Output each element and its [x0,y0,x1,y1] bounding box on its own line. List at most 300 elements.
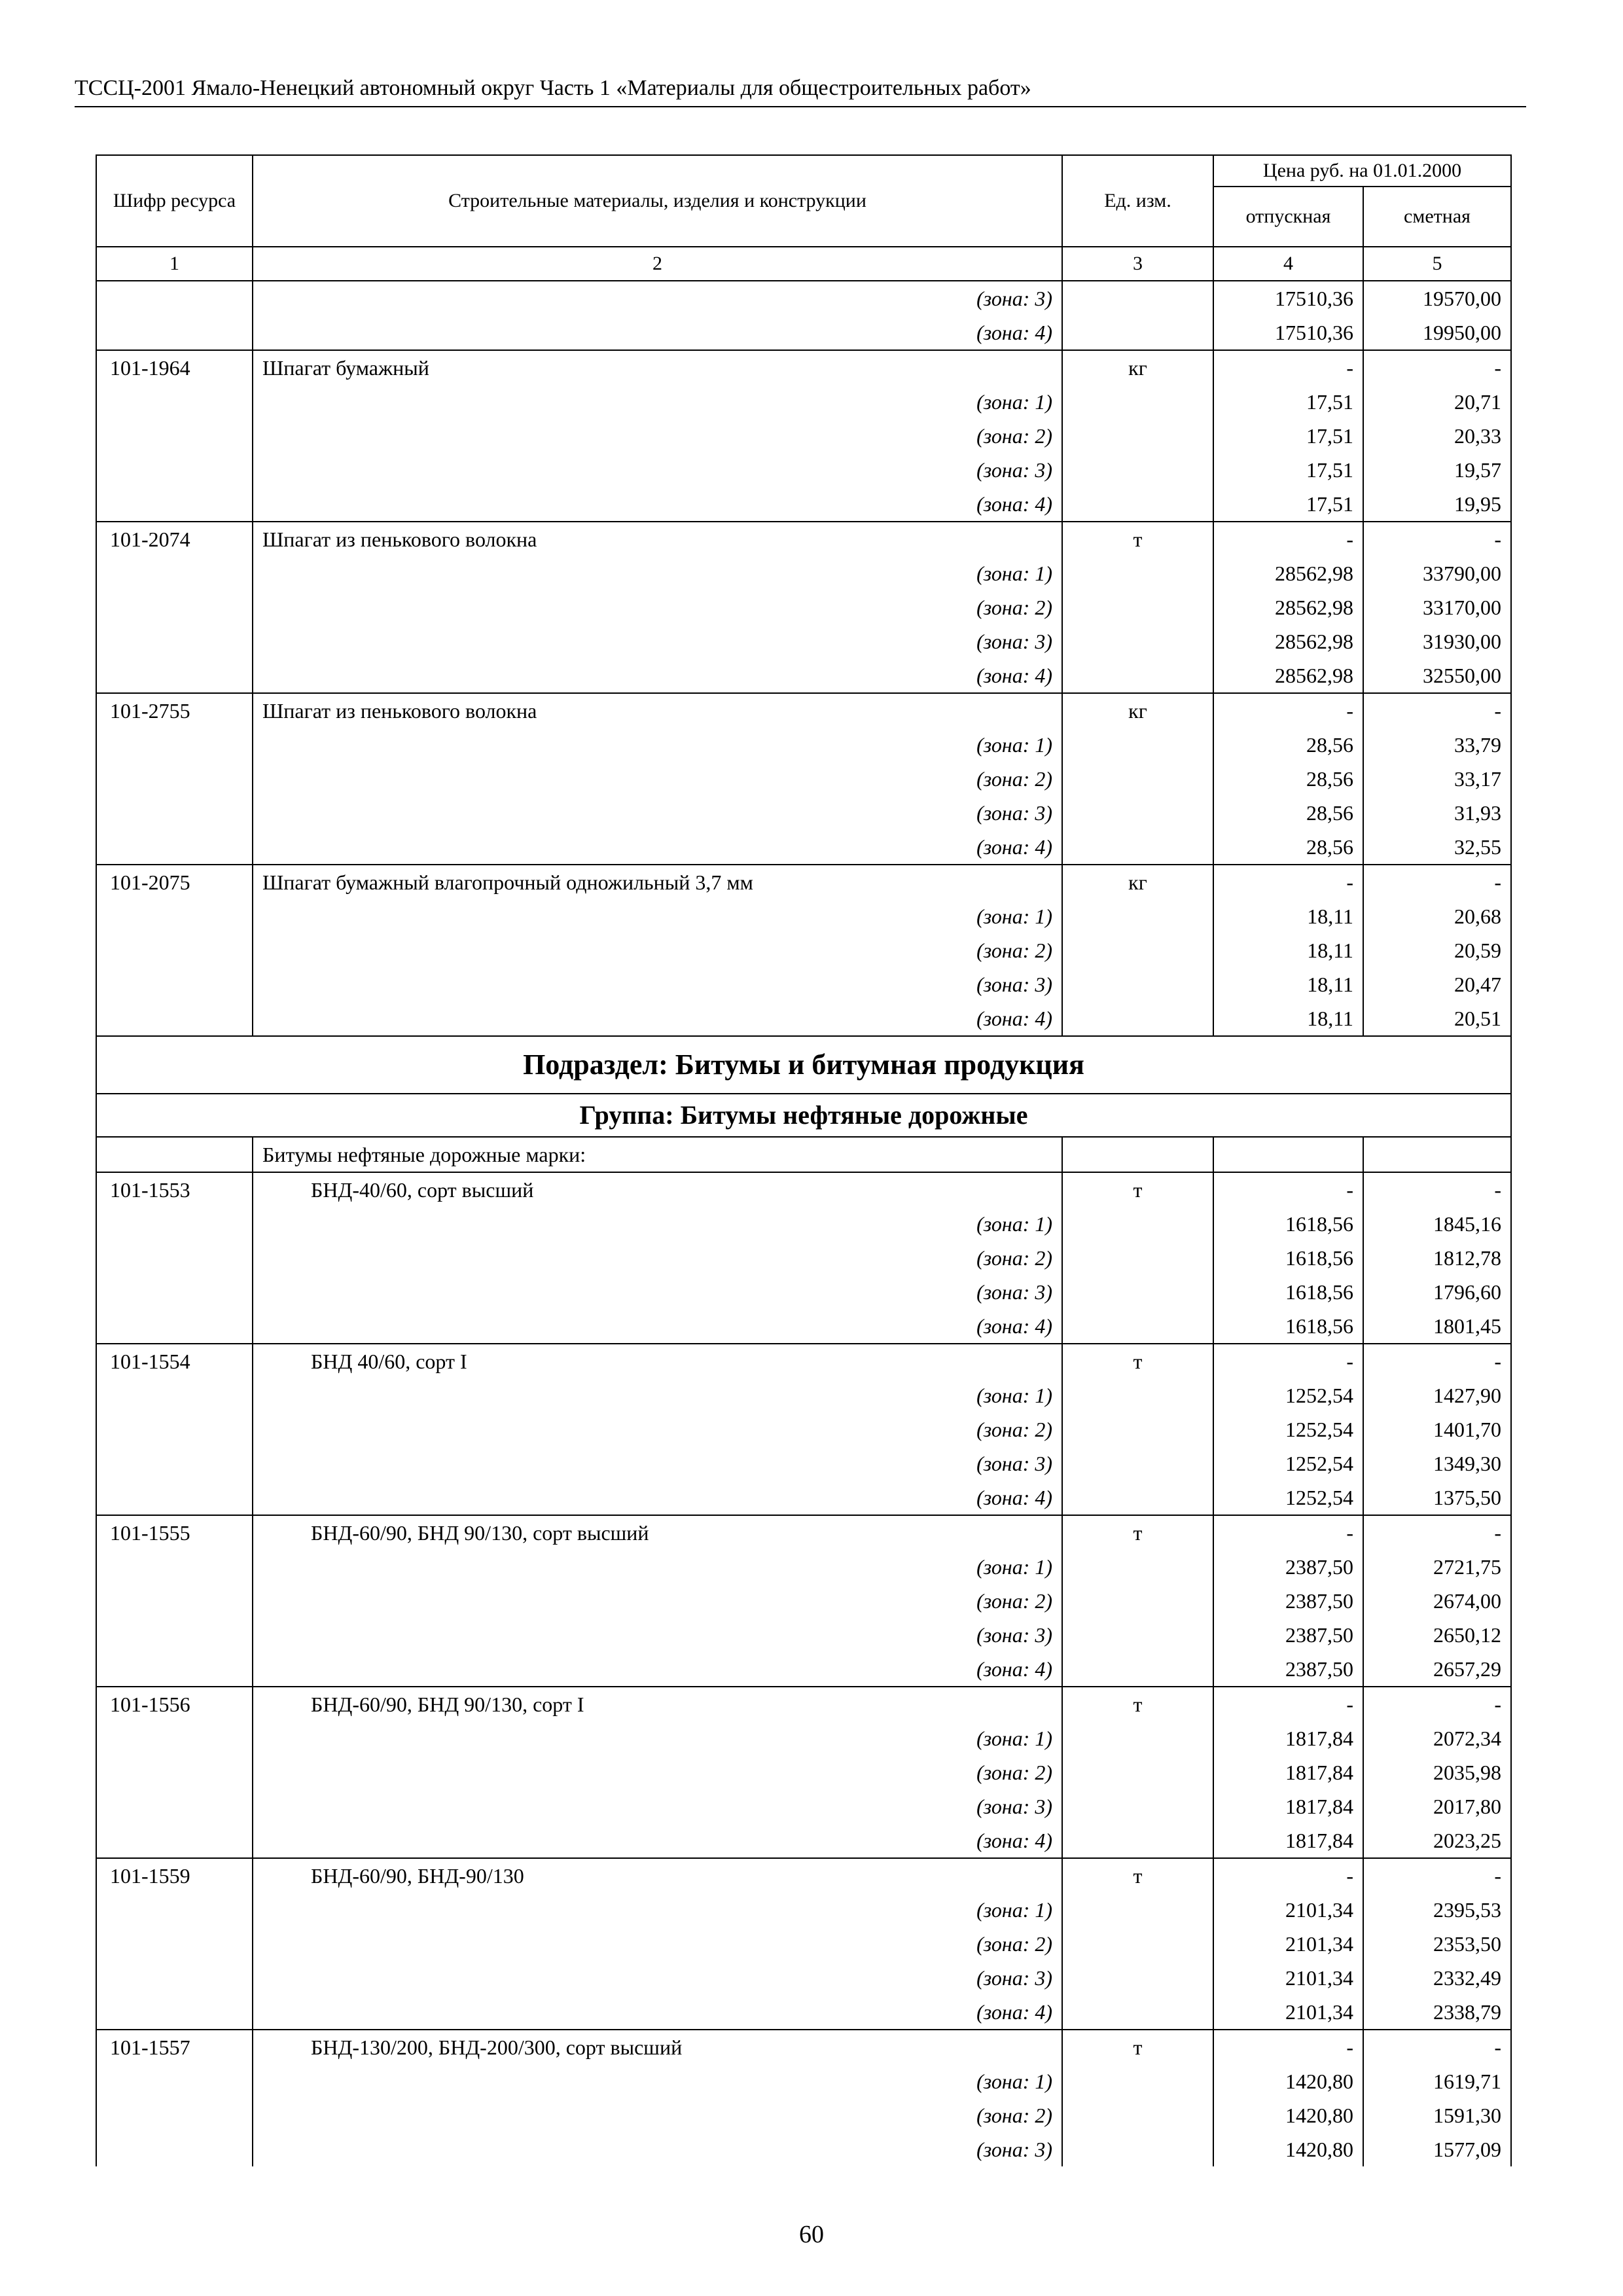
release-price: 1618,56 [1213,1241,1363,1275]
estimate-price: 20,68 [1363,899,1511,933]
column-number: 5 [1363,247,1511,281]
estimate-price: - [1363,1687,1511,1721]
group-intro-row [96,1137,1511,1172]
release-price: - [1213,2030,1363,2064]
release-price: 28562,98 [1213,556,1363,590]
estimate-price: 2650,12 [1363,1618,1511,1652]
unit-cell [1062,1378,1213,1412]
resource-code [96,762,253,796]
resource-code [96,1001,253,1036]
unit-cell [1062,1823,1213,1858]
resource-code [96,1995,253,2030]
resource-code [96,590,253,624]
zone-row [96,1823,1511,1858]
estimate-price: - [1363,1344,1511,1378]
release-price: 17510,36 [1213,315,1363,350]
estimate-price: - [1363,1515,1511,1550]
estimate-price: 2338,79 [1363,1995,1511,2030]
table-row [96,522,1511,556]
release-price: 2387,50 [1213,1550,1363,1584]
estimate-price: 2332,49 [1363,1961,1511,1995]
unit-cell: т [1062,1515,1213,1550]
unit-cell [1062,2132,1213,2166]
release-price: 28562,98 [1213,658,1363,693]
release-price: 1252,54 [1213,1446,1363,1480]
zone-row [96,899,1511,933]
estimate-price: 33170,00 [1363,590,1511,624]
resource-code [96,315,253,350]
estimate-price: 1401,70 [1363,1412,1511,1446]
estimate-price: 2721,75 [1363,1550,1511,1584]
table-row [96,1515,1511,1550]
unit-cell [1062,1446,1213,1480]
unit-cell [1062,624,1213,658]
material-name: БНД-40/60, сорт высший [253,1172,1062,1207]
zone-row [96,453,1511,487]
zone-label: (зона: 1) [253,728,1062,762]
estimate-price: 19,95 [1363,487,1511,522]
unit-cell [1062,556,1213,590]
resource-code: 101-1553 [96,1172,253,1207]
release-price: 28,56 [1213,728,1363,762]
zone-label: (зона: 3) [253,453,1062,487]
zone-label: (зона: 4) [253,1480,1062,1515]
unit-cell [1062,1412,1213,1446]
estimate-price: 31930,00 [1363,624,1511,658]
zone-label: (зона: 3) [253,2132,1062,2166]
resource-code [96,419,253,453]
resource-code [96,728,253,762]
unit-cell [1062,1001,1213,1036]
table-row [96,1344,1511,1378]
release-price: 28562,98 [1213,590,1363,624]
material-name: Шпагат из пенькового волокна [253,693,1062,728]
zone-label: (зона: 4) [253,315,1062,350]
zone-label: (зона: 3) [253,281,1062,315]
zone-row [96,1721,1511,1755]
unit-cell [1062,1789,1213,1823]
unit-cell [1062,590,1213,624]
estimate-price: 20,33 [1363,419,1511,453]
estimate-price: - [1363,2030,1511,2064]
estimate-price: 2023,25 [1363,1823,1511,1858]
resource-code: 101-1554 [96,1344,253,1378]
release-price: 1252,54 [1213,1412,1363,1446]
zone-row [96,419,1511,453]
zone-row [96,1446,1511,1480]
estimate-price: - [1363,522,1511,556]
zone-label: (зона: 2) [253,1241,1062,1275]
estimate-price: 1577,09 [1363,2132,1511,2166]
resource-code [96,1241,253,1275]
material-name: БНД-60/90, БНД-90/130 [253,1858,1062,1893]
column-number: 2 [253,247,1062,281]
zone-row [96,385,1511,419]
zone-row [96,967,1511,1001]
resource-code [96,487,253,522]
zone-label: (зона: 2) [253,1927,1062,1961]
release-price: - [1213,865,1363,899]
zone-label: (зона: 2) [253,2098,1062,2132]
zone-row [96,1378,1511,1412]
table-row [96,1172,1511,1207]
estimate-price: 19950,00 [1363,315,1511,350]
unit-cell [1062,1961,1213,1995]
unit-cell: кг [1062,865,1213,899]
zone-label: (зона: 4) [253,1823,1062,1858]
release-price: 1420,80 [1213,2132,1363,2166]
unit-cell [1062,2064,1213,2098]
zone-row [96,590,1511,624]
unit-cell: кг [1062,350,1213,385]
zone-label: (зона: 4) [253,487,1062,522]
unit-cell [1062,385,1213,419]
release-price: 28,56 [1213,762,1363,796]
resource-code [96,556,253,590]
estimate-price: 20,47 [1363,967,1511,1001]
zone-row [96,1961,1511,1995]
zone-label: (зона: 1) [253,556,1062,590]
zone-label: (зона: 4) [253,1652,1062,1687]
estimate-price: 1349,30 [1363,1446,1511,1480]
unit-cell: т [1062,1687,1213,1721]
estimate-price: 2674,00 [1363,1584,1511,1618]
zone-row [96,624,1511,658]
zone-label: (зона: 3) [253,1275,1062,1309]
unit-cell [1062,728,1213,762]
zone-label: (зона: 1) [253,385,1062,419]
zone-label: (зона: 2) [253,1584,1062,1618]
resource-code [96,2132,253,2166]
unit-cell [1062,453,1213,487]
release-price: 2387,50 [1213,1652,1363,1687]
estimate-price: 32,55 [1363,830,1511,865]
zone-row [96,1241,1511,1275]
release-price: 28,56 [1213,796,1363,830]
zone-row [96,1480,1511,1515]
resource-code [96,933,253,967]
group-intro-text: Битумы нефтяные дорожные марки: [253,1137,1062,1172]
resource-code [96,967,253,1001]
zone-row [96,658,1511,693]
estimate-price: 20,71 [1363,385,1511,419]
unit-cell [1062,2098,1213,2132]
unit-cell [1062,967,1213,1001]
column-number: 1 [96,247,253,281]
unit-cell [1062,419,1213,453]
zone-label: (зона: 3) [253,1618,1062,1652]
zone-label: (зона: 2) [253,1755,1062,1789]
release-price: - [1213,522,1363,556]
resource-code [96,624,253,658]
unit-cell [1062,1755,1213,1789]
zone-row [96,1789,1511,1823]
release-price: 17,51 [1213,419,1363,453]
unit-cell [1062,1207,1213,1241]
resource-code [96,1412,253,1446]
estimate-price: 2657,29 [1363,1652,1511,1687]
zone-row [96,2132,1511,2166]
header-release: отпускная [1213,187,1363,247]
resource-code [96,2098,253,2132]
unit-cell [1062,315,1213,350]
resource-code [96,1789,253,1823]
group-heading: Группа: Битумы нефтяные дорожные [96,1094,1511,1137]
unit-cell [1062,830,1213,865]
release-price: 1817,84 [1213,1755,1363,1789]
zone-label: (зона: 4) [253,658,1062,693]
zone-label: (зона: 4) [253,1309,1062,1344]
release-price: 2387,50 [1213,1618,1363,1652]
estimate-price: 1375,50 [1363,1480,1511,1515]
zone-label: (зона: 4) [253,830,1062,865]
unit-cell [1062,1275,1213,1309]
estimate-price: 1796,60 [1363,1275,1511,1309]
zone-row [96,1618,1511,1652]
release-price: - [1213,350,1363,385]
zone-row [96,1893,1511,1927]
table-row [96,350,1511,385]
header-price: Цена руб. на 01.01.2000 [1213,155,1511,187]
zone-label: (зона: 1) [253,1721,1062,1755]
release-price: 2101,34 [1213,1927,1363,1961]
table-row [96,693,1511,728]
zone-label: (зона: 3) [253,1446,1062,1480]
zone-label: (зона: 4) [253,1001,1062,1036]
estimate-price: 2017,80 [1363,1789,1511,1823]
unit-cell: т [1062,522,1213,556]
resource-code: 101-2074 [96,522,253,556]
resource-code: 101-2755 [96,693,253,728]
unit-cell [1062,1893,1213,1927]
resource-code [96,830,253,865]
material-name: БНД-60/90, БНД 90/130, сорт высший [253,1515,1062,1550]
unit-cell [1062,899,1213,933]
release-price: 2101,34 [1213,1893,1363,1927]
zone-row [96,1995,1511,2030]
release-price: - [1213,1515,1363,1550]
estimate-price: 31,93 [1363,796,1511,830]
zone-row [96,728,1511,762]
unit-cell: т [1062,1172,1213,1207]
resource-code [96,1137,253,1172]
unit-cell [1062,1137,1213,1172]
zone-row [96,762,1511,796]
unit-cell [1062,762,1213,796]
page-number: 60 [799,2221,824,2248]
unit-cell [1062,1309,1213,1344]
unit-cell [1062,1721,1213,1755]
zone-label: (зона: 4) [253,1995,1062,2030]
release-price: 1420,80 [1213,2098,1363,2132]
release-price: - [1213,1344,1363,1378]
zone-label: (зона: 2) [253,590,1062,624]
material-name: БНД-130/200, БНД-200/300, сорт высший [253,2030,1062,2064]
table-row [96,865,1511,899]
resource-code [96,281,253,315]
resource-code [96,1961,253,1995]
release-price: 18,11 [1213,899,1363,933]
release-price: - [1213,1172,1363,1207]
zone-row [96,1584,1511,1618]
resource-code [96,1309,253,1344]
estimate-price: - [1363,1858,1511,1893]
resource-code [96,1618,253,1652]
column-number: 3 [1062,247,1213,281]
resource-code [96,385,253,419]
estimate-price: 33,17 [1363,762,1511,796]
resource-code [96,453,253,487]
estimate-price: 2353,50 [1363,1927,1511,1961]
zone-label: (зона: 3) [253,796,1062,830]
unit-cell [1062,796,1213,830]
unit-cell [1062,487,1213,522]
release-price: 1252,54 [1213,1378,1363,1412]
zone-row [96,2098,1511,2132]
resource-code: 101-1559 [96,1858,253,1893]
material-name: Шпагат бумажный [253,350,1062,385]
unit-cell: т [1062,1858,1213,1893]
unit-cell [1062,1927,1213,1961]
resource-code: 101-2075 [96,865,253,899]
estimate-price: 33790,00 [1363,556,1511,590]
zone-row [96,933,1511,967]
resource-code [96,1755,253,1789]
estimate-price: - [1363,350,1511,385]
release-price: 17,51 [1213,385,1363,419]
estimate-price: 2395,53 [1363,1893,1511,1927]
resource-code [96,1275,253,1309]
unit-cell [1062,933,1213,967]
unit-cell [1062,1241,1213,1275]
zone-label: (зона: 2) [253,1412,1062,1446]
release-price: 1817,84 [1213,1823,1363,1858]
material-name: Шпагат бумажный влагопрочный одножильный 3,7 мм [253,865,1062,899]
estimate-price: 2072,34 [1363,1721,1511,1755]
release-price: 1618,56 [1213,1207,1363,1241]
resource-code [96,658,253,693]
table-row [96,1687,1511,1721]
zone-row [96,796,1511,830]
zone-row [96,1652,1511,1687]
zone-row [96,556,1511,590]
zone-row [96,830,1511,865]
zone-row [96,1550,1511,1584]
unit-cell: кг [1062,693,1213,728]
zone-row [96,1001,1511,1036]
resource-code [96,1893,253,1927]
zone-row [96,1275,1511,1309]
zone-label: (зона: 3) [253,967,1062,1001]
unit-cell [1062,658,1213,693]
resource-code: 101-1556 [96,1687,253,1721]
release-price: 18,11 [1213,967,1363,1001]
zone-label: (зона: 1) [253,1550,1062,1584]
zone-label: (зона: 1) [253,1893,1062,1927]
resource-code [96,1550,253,1584]
resource-code [96,899,253,933]
resource-code [96,1927,253,1961]
release-price: 17510,36 [1213,281,1363,315]
resource-code: 101-1557 [96,2030,253,2064]
zone-row [96,1927,1511,1961]
release-price: 1817,84 [1213,1789,1363,1823]
resource-code [96,796,253,830]
zone-label: (зона: 1) [253,2064,1062,2098]
unit-cell: т [1062,1344,1213,1378]
group-heading-row [96,1094,1511,1137]
zone-row [96,487,1511,522]
zone-label: (зона: 1) [253,899,1062,933]
zone-row [96,1309,1511,1344]
zone-label: (зона: 3) [253,1789,1062,1823]
resource-code [96,1480,253,1515]
unit-cell [1062,1550,1213,1584]
page-header: ТССЦ-2001 Ямало-Ненецкий автономный округ Часть 1 «Материалы для общестроительных работ» [75,76,1031,100]
estimate-price: 32550,00 [1363,658,1511,693]
resource-code: 101-1555 [96,1515,253,1550]
resource-code [96,1446,253,1480]
estimate-price: 1591,30 [1363,2098,1511,2132]
estimate-price: 19,57 [1363,453,1511,487]
release-price: 2387,50 [1213,1584,1363,1618]
resource-code [96,1584,253,1618]
zone-label: (зона: 1) [253,1378,1062,1412]
header-unit: Ед. изм. [1062,155,1213,247]
release-price: 2101,34 [1213,1995,1363,2030]
zone-row [96,281,1511,315]
release-price: 1420,80 [1213,2064,1363,2098]
unit-cell [1062,1584,1213,1618]
unit-cell: т [1062,2030,1213,2064]
release-price: 28562,98 [1213,624,1363,658]
estimate-price: 33,79 [1363,728,1511,762]
release-price: 17,51 [1213,487,1363,522]
resource-code [96,1721,253,1755]
resource-code [96,1207,253,1241]
release-price: - [1213,693,1363,728]
header-name: Строительные материалы, изделия и конструкции [253,155,1062,247]
estimate-price: 2035,98 [1363,1755,1511,1789]
release-price: 1618,56 [1213,1309,1363,1344]
release-price: 18,11 [1213,1001,1363,1036]
zone-row [96,1755,1511,1789]
table-row [96,2030,1511,2064]
zone-label: (зона: 1) [253,1207,1062,1241]
table-row [96,1858,1511,1893]
table-body [96,281,1511,2166]
release-price: 1618,56 [1213,1275,1363,1309]
estimate-price: 20,51 [1363,1001,1511,1036]
header-rule [75,106,1526,107]
price-table [96,154,1512,2166]
resource-code [96,2064,253,2098]
estimate-price: 20,59 [1363,933,1511,967]
unit-cell [1062,1618,1213,1652]
zone-label: (зона: 3) [253,624,1062,658]
estimate-price: 19570,00 [1363,281,1511,315]
resource-code: 101-1964 [96,350,253,385]
zone-row [96,2064,1511,2098]
material-name: Шпагат из пенькового волокна [253,522,1062,556]
estimate-price: 1619,71 [1363,2064,1511,2098]
estimate-price: 1801,45 [1363,1309,1511,1344]
release-price: 2101,34 [1213,1961,1363,1995]
release-price: 18,11 [1213,933,1363,967]
unit-cell [1062,1480,1213,1515]
resource-code [96,1378,253,1412]
release-price: 1817,84 [1213,1721,1363,1755]
